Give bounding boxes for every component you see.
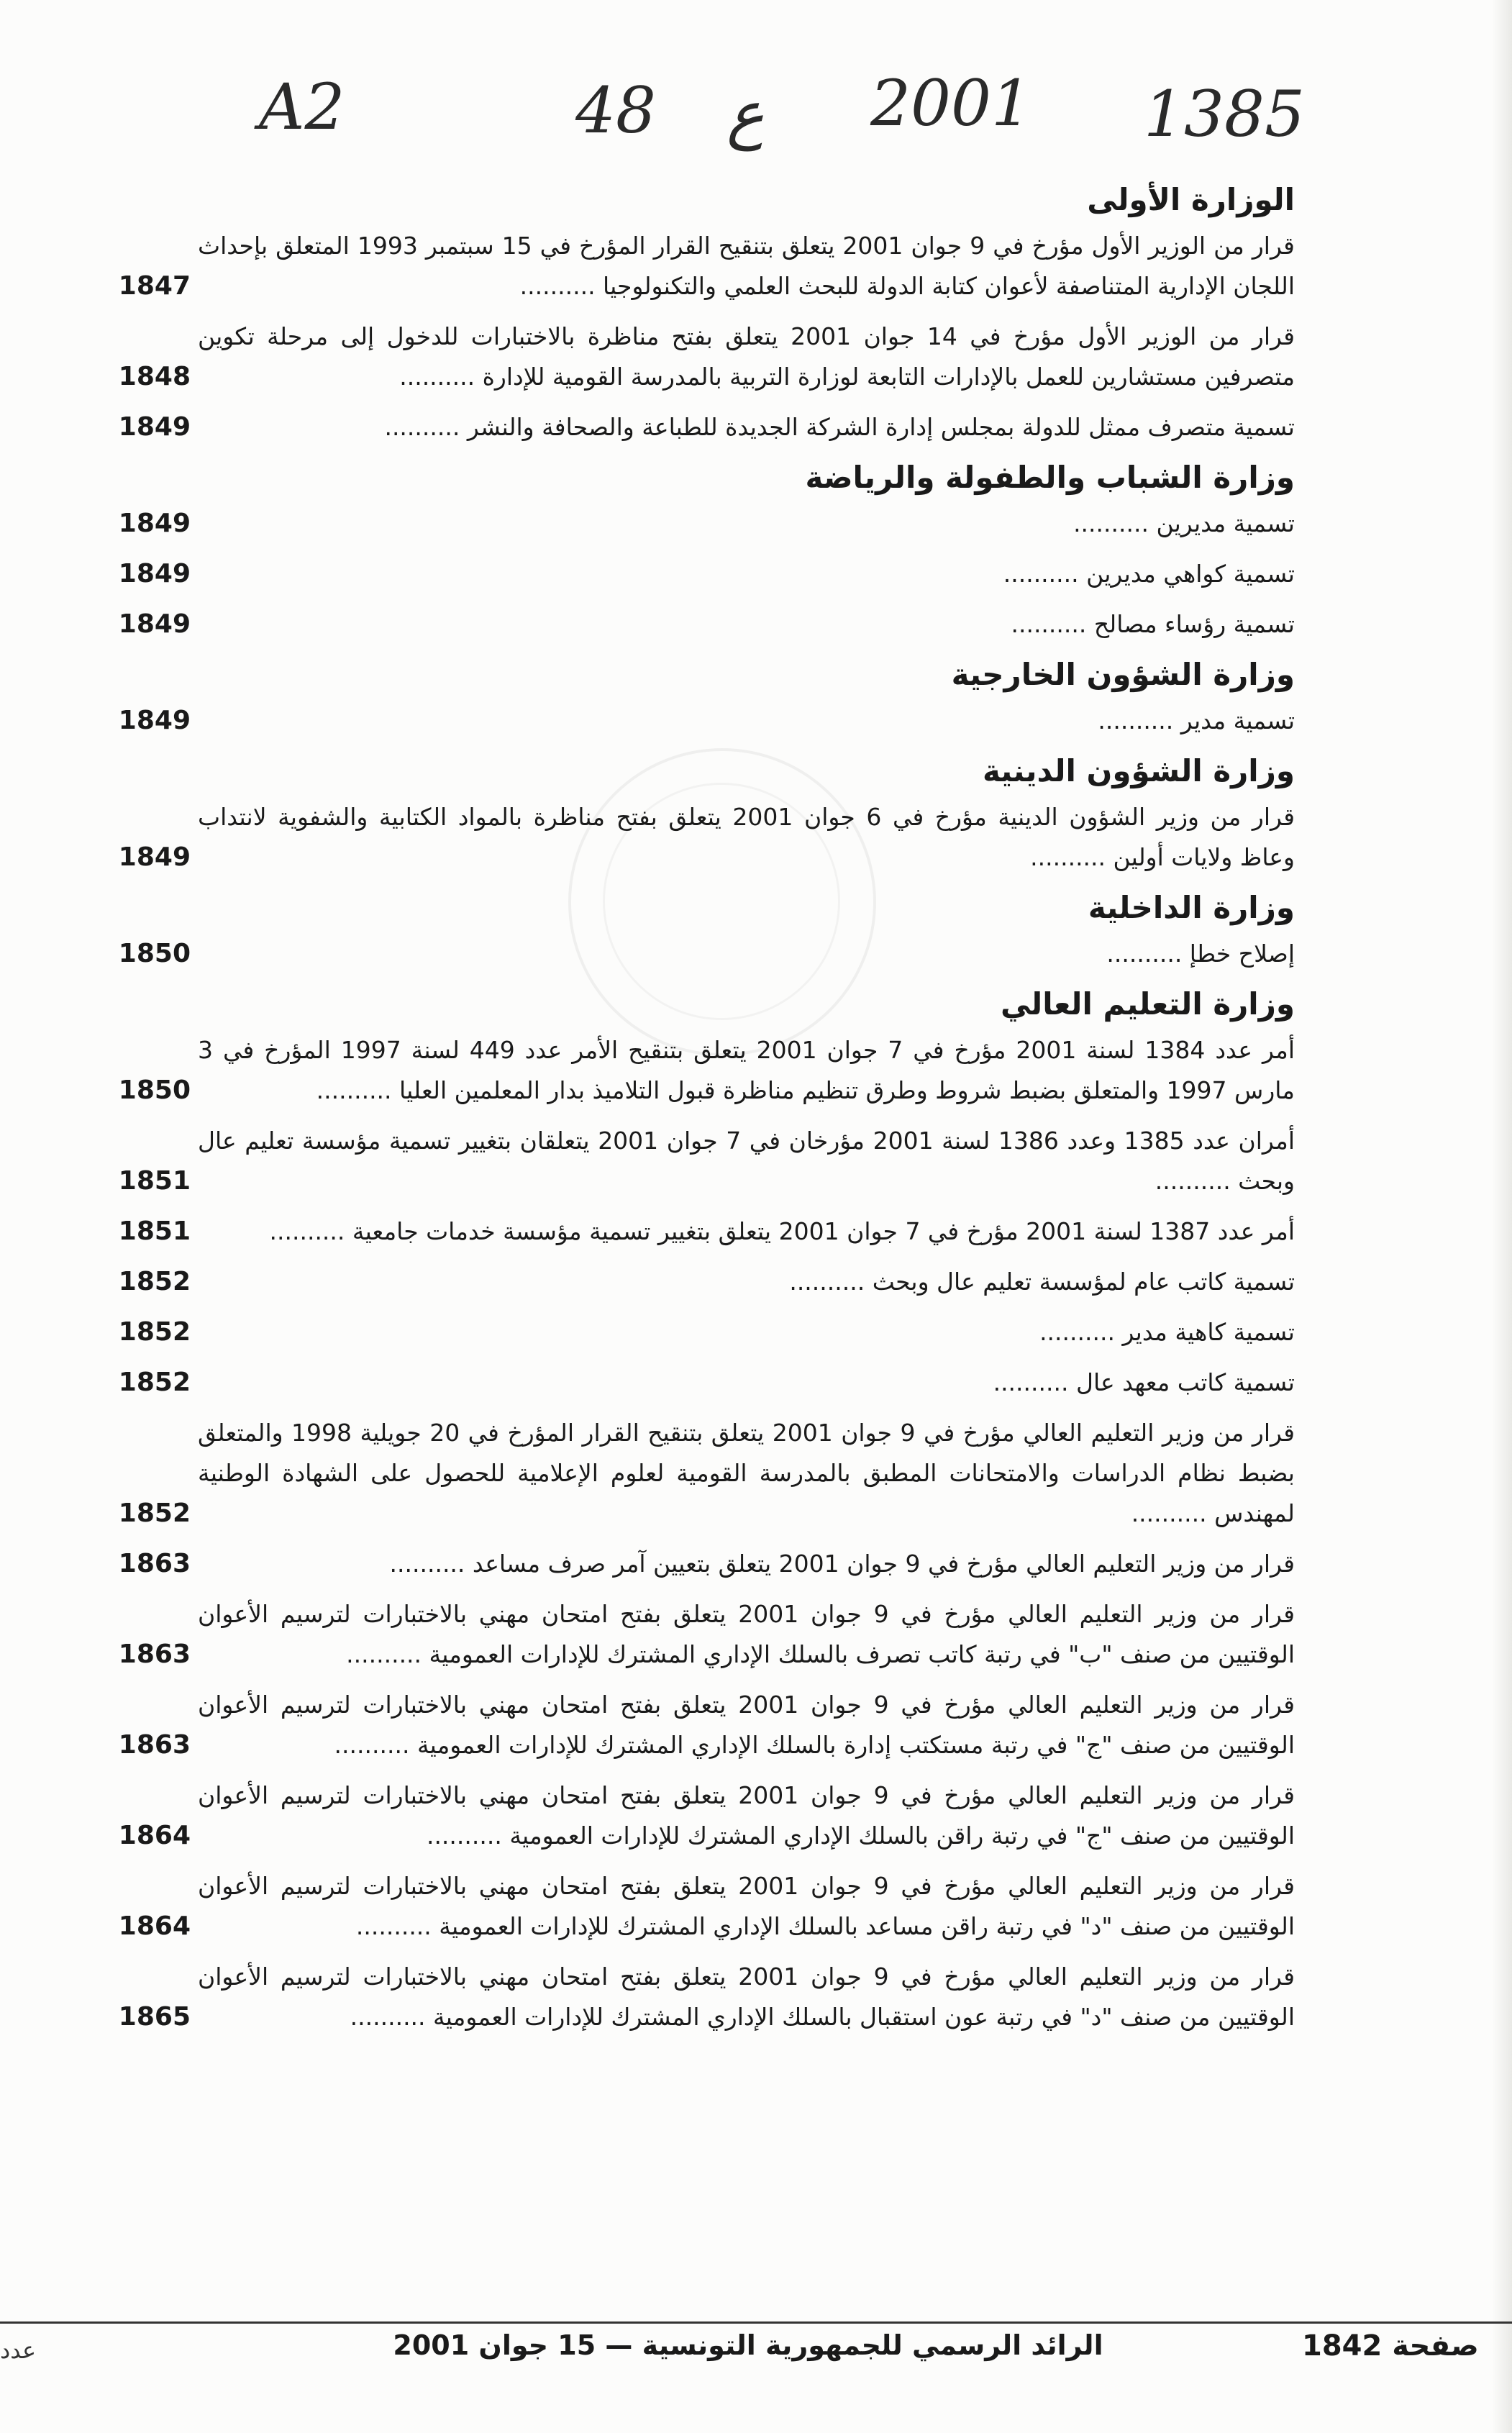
ministry-heading: وزارة التعليم العالي — [1000, 986, 1295, 1022]
table-of-contents — [97, 173, 1295, 2047]
ministry-heading: وزارة الشباب والطفولة والرياضة — [805, 460, 1295, 495]
toc-entry — [97, 701, 1295, 741]
dot-leader: .......... — [1011, 610, 1094, 638]
dot-leader: .......... — [316, 1076, 400, 1104]
handwritten-note: A2 — [259, 70, 345, 144]
toc-page-number: 1849 — [118, 412, 191, 442]
ministry-heading: وزارة الداخلية — [1088, 890, 1295, 925]
ministry-heading: وزارة الشؤون الخارجية — [951, 657, 1295, 692]
toc-page-number: 1863 — [118, 1640, 191, 1669]
toc-entry — [97, 1685, 1295, 1765]
toc-entry-text: تسمية كاتب معهد عال — [1075, 1368, 1295, 1396]
toc-entry-text: تسمية كاتب عام لمؤسسة تعليم عال وبحث — [872, 1268, 1295, 1296]
toc-entry-text: قرار من وزير التعليم العالي مؤرخ في 9 جوان 2001 يتعلق بفتح امتحان مهني بالاختبارات لترسيم الأعوان الوقتيين من صنف "ج" في رتبة مستكتب إدارة بالسلك الإداري المشترك للإدارات العمومية — [198, 1691, 1295, 1759]
toc-entry — [97, 226, 1295, 306]
toc-page-number: 1865 — [118, 2002, 191, 2032]
footer-journal-title: الرائد الرسمي للجمهورية التونسية — 15 جوان 2001 — [393, 2329, 1103, 2361]
toc-page-number: 1849 — [118, 509, 191, 538]
toc-page-number: 1849 — [118, 609, 191, 639]
dot-leader: .......... — [1003, 560, 1087, 588]
toc-page-number: 1849 — [118, 559, 191, 588]
dot-leader: .......... — [346, 1640, 429, 1668]
toc-entry-text: تسمية كواهي مديرين — [1086, 560, 1295, 588]
toc-entry — [97, 1866, 1295, 1947]
ministry-heading: الوزارة الأولى — [1087, 182, 1295, 217]
scan-edge-shadow — [1492, 0, 1512, 2433]
footer-page-number: صفحة 1842 — [1302, 2329, 1479, 2362]
dot-leader: .......... — [355, 1912, 440, 1940]
toc-entry-text: قرار من وزير التعليم العالي مؤرخ في 9 جوان 2001 يتعلق بفتح امتحان مهني بالاختبارات لترسيم الأعوان الوقتيين من صنف "د" في رتبة راقن مساعد بالسلك الإداري المشترك للإدارات العمومية — [198, 1872, 1295, 1940]
toc-entry-text: قرار من الوزير الأول مؤرخ في 14 جوان 2001 يتعلق بفتح مناظرة بالاختبارات للدخول إلى مرحلة تكوين متصرفين مستشارين للعمل بالإدارات التابعة لوزارة التربية بالمدرسة القومية للإدارة — [198, 322, 1295, 391]
toc-entry — [97, 1312, 1295, 1352]
toc-entry — [97, 407, 1295, 447]
toc-page-number: 1847 — [118, 271, 191, 301]
toc-page-number: 1863 — [118, 1730, 191, 1760]
dot-leader: .......... — [1039, 1318, 1123, 1346]
dot-leader: .......... — [1131, 1499, 1215, 1527]
handwritten-note: 1385 — [1144, 77, 1305, 151]
toc-page-number: 1848 — [118, 362, 191, 391]
handwritten-note: 2001 — [870, 66, 1031, 140]
dot-leader: .......... — [399, 363, 483, 391]
toc-entry-text: تسمية كاهية مدير — [1122, 1318, 1295, 1346]
toc-entry — [97, 934, 1295, 974]
dot-leader: .......... — [519, 272, 604, 300]
toc-page-number: 1864 — [118, 1821, 191, 1850]
toc-entry-text: إصلاح خطإ — [1189, 940, 1295, 968]
toc-entry-text: أمر عدد 1387 لسنة 2001 مؤرخ في 7 جوان 2001 يتعلق بتغيير تسمية مؤسسة خدمات جامعية — [352, 1217, 1295, 1245]
toc-entry-text: أمران عدد 1385 وعدد 1386 لسنة 2001 مؤرخان في 7 جوان 2001 يتعلقان بتغيير تسمية مؤسسة تعليم عال وبحث — [198, 1127, 1295, 1195]
dot-leader: .......... — [269, 1217, 352, 1245]
dot-leader: .......... — [1106, 940, 1190, 968]
toc-entry-text: قرار من الوزير الأول مؤرخ في 9 جوان 2001 يتعلق بتنقيح القرار المؤرخ في 15 سبتمبر 1993 المتعلق بإحداث اللجان الإدارية المتناصفة لأعوان كتابة الدولة للبحث العلمي والتكنولوجيا — [198, 232, 1295, 300]
handwritten-note: ع — [727, 77, 765, 151]
dot-leader: .......... — [389, 1550, 473, 1578]
toc-entry-text: قرار من وزير التعليم العالي مؤرخ في 9 جوان 2001 يتعلق بتنقيح القرار المؤرخ في 20 جويلية 1998 والمتعلق بضبط نظام الدراسات والامتحانات المطبق بالمدرسة القومية لعلوم الإعلامية للحصول على الشهادة الوطنية لمهندس — [198, 1419, 1295, 1527]
toc-entry — [97, 1211, 1295, 1252]
footer-divider — [0, 2321, 1512, 2324]
dot-leader: .......... — [350, 2003, 434, 2031]
toc-entry — [97, 1544, 1295, 1584]
toc-page-number: 1864 — [118, 1911, 191, 1941]
toc-entry-text: أمر عدد 1384 لسنة 2001 مؤرخ في 7 جوان 2001 يتعلق بتنقيح الأمر عدد 449 لسنة 1997 المؤرخ في 3 مارس 1997 والمتعلق بضبط شروط وطرق تنظيم مناظرة قبول التلاميذ بدار المعلمين العليا — [198, 1036, 1295, 1104]
toc-page-number: 1849 — [118, 706, 191, 735]
toc-entry-text: قرار من وزير التعليم العالي مؤرخ في 9 جوان 2001 يتعلق بتعيين آمر صرف مساعد — [472, 1550, 1295, 1578]
toc-entry — [97, 1030, 1295, 1111]
dot-leader: .......... — [1073, 509, 1157, 537]
toc-entry-text: قرار من وزير التعليم العالي مؤرخ في 9 جوان 2001 يتعلق بفتح امتحان مهني بالاختبارات لترسيم الأعوان الوقتيين من صنف "ب" في رتبة كاتب تصرف بالسلك الإداري المشترك للإدارات العمومية — [198, 1600, 1295, 1668]
toc-page-number: 1852 — [118, 1317, 191, 1347]
dot-leader: .......... — [789, 1268, 873, 1296]
toc-page-number: 1852 — [118, 1499, 191, 1528]
toc-entry-text: قرار من وزير التعليم العالي مؤرخ في 9 جوان 2001 يتعلق بفتح امتحان مهني بالاختبارات لترسيم الأعوان الوقتيين من صنف "ج" في رتبة راقن بالسلك الإداري المشترك للإدارات العمومية — [198, 1781, 1295, 1850]
dot-leader: .......... — [1155, 1167, 1239, 1195]
toc-entry — [97, 1594, 1295, 1675]
toc-entry — [97, 1363, 1295, 1403]
toc-entry-text: تسمية رؤساء مصالح — [1093, 610, 1295, 638]
toc-entry-text: قرار من وزير التعليم العالي مؤرخ في 9 جوان 2001 يتعلق بفتح امتحان مهني بالاختبارات لترسيم الأعوان الوقتيين من صنف "د" في رتبة عون استقبال بالسلك الإداري المشترك للإدارات العمومية — [198, 1963, 1295, 2031]
toc-entry — [97, 1775, 1295, 1856]
toc-entry — [97, 554, 1295, 594]
toc-entry-text: تسمية مدير — [1180, 706, 1295, 735]
toc-entry — [97, 1262, 1295, 1302]
handwritten-note: 48 — [575, 73, 656, 147]
dot-leader: .......... — [334, 1731, 417, 1759]
footer-edge-text: عدد — [0, 2337, 37, 2364]
toc-entry — [97, 317, 1295, 397]
toc-page-number: 1851 — [118, 1216, 191, 1246]
toc-entry-text: تسمية مديرين — [1156, 509, 1295, 537]
toc-page-number: 1852 — [118, 1267, 191, 1296]
toc-entry — [97, 797, 1295, 878]
toc-entry — [97, 604, 1295, 645]
toc-entry — [97, 1957, 1295, 2037]
dot-leader: .......... — [426, 1822, 510, 1850]
dot-leader: .......... — [1030, 843, 1113, 871]
ministry-heading: وزارة الشؤون الدينية — [982, 753, 1295, 788]
toc-entry-text: قرار من وزير الشؤون الدينية مؤرخ في 6 جوان 2001 يتعلق بفتح مناظرة بالمواد الكتابية والشفوية لانتداب وعاظ ولايات أولين — [198, 803, 1295, 871]
dot-leader: .......... — [384, 413, 468, 441]
toc-entry — [97, 504, 1295, 544]
toc-page-number: 1850 — [118, 939, 191, 968]
toc-page-number: 1851 — [118, 1166, 191, 1196]
dot-leader: .......... — [1098, 706, 1181, 735]
toc-entry — [97, 1121, 1295, 1201]
toc-page-number: 1850 — [118, 1075, 191, 1105]
toc-page-number: 1852 — [118, 1368, 191, 1397]
toc-entry-text: تسمية متصرف ممثل للدولة بمجلس إدارة الشركة الجديدة للطباعة والصحافة والنشر — [467, 413, 1295, 441]
toc-entry — [97, 1413, 1295, 1534]
dot-leader: .......... — [993, 1368, 1076, 1396]
toc-page-number: 1863 — [118, 1549, 191, 1578]
toc-page-number: 1849 — [118, 842, 191, 872]
